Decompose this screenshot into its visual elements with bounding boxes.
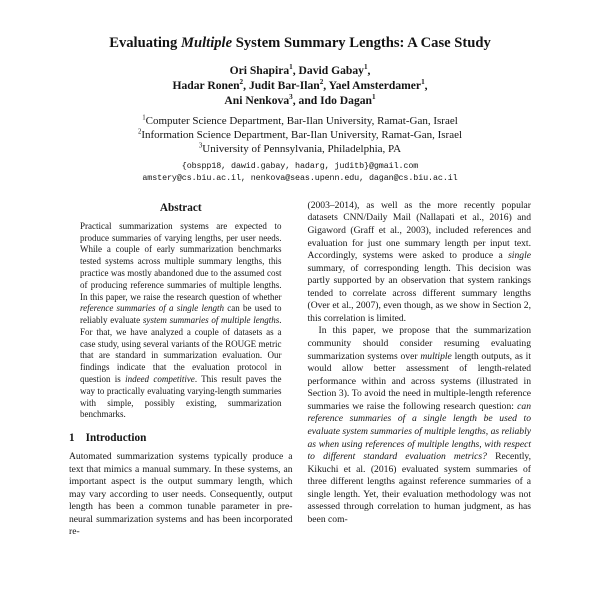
abstract-text: Practical summarization systems are expected to produce summaries of varying lengths, per user needs. While a couple of early summarization benchmarks tested systems across multiple summary lengths, this practice was mostly abandoned due to the assumed cost of producing reference summaries of multiple lengths. In this paper, we raise the research question of whether reference summaries of a single length can be used to reliably evaluate system summaries of multiple lengths. For that, we have analyzed a couple of datasets as a case study, using several variants of the ROUGE metric that are standard in summarization evaluation. Our findings indicate that the evaluation protocol in question is indeed competitive. This result paves the way to practically evaluating varying-length summaries with simple, possibly existing, summarization benchmarks. xyxy=(80,220,282,420)
section-title: Introduction xyxy=(85,432,147,445)
paper-title: Evaluating Multiple System Summary Lengths: A Case Study xyxy=(109,35,491,51)
author-line: Ani Nenkova$^3$, and Ido Dagan$^1$ xyxy=(224,93,376,108)
abstract-heading: Abstract xyxy=(159,201,202,214)
intro-paragraph: Automated summarization systems typically produce a text that mimics a manual summary. In these systems, an important aspect is the output summary length, which may vary according to user needs. Consequently, output length has been a common tunable parameter in pre-neural summarization systems and has been incorporated re- xyxy=(69,451,293,538)
right-column xyxy=(308,200,532,527)
section-number: 1 xyxy=(69,432,75,445)
email-line: amstery@cs.biu.ac.il, nenkova@seas.upenn.edu, dagan@cs.biu.ac.il xyxy=(142,173,458,184)
body-paragraph: In this paper, we propose that the summarization community should consider resuming evaluating summarization systems over multiple length outputs, as it would allow better assessment of length-related performance within and across systems (illustrated in Section 3). To avoid the need in multiple-length reference summaries we raise the following research question: can reference summaries of a single length be used to evaluate system summaries of multiple lengths, as reliably as when using references of multiple lengths, with respect to different standard evaluation metrics? Recently, Kikuchi et al. (2016) evaluated system summaries of three different lengths against reference summaries of a single length. Yet, their evaluation methodology was not assessed through correlation to human judgment, as has been com- xyxy=(307,325,532,525)
author-block xyxy=(69,63,531,108)
email-block xyxy=(69,161,531,185)
section-heading-introduction xyxy=(69,432,293,444)
author-line: Ori Shapira$^1$, David Gabay$^1$, xyxy=(229,63,371,78)
email-line: {obspp18, dawid.gabay, hadarg, juditb}@gmail.com xyxy=(181,161,419,172)
body-paragraph: (2003–2014), as well as the more recently popular datasets CNN/Daily Mail (Nallapati et al., 2016) and Gigaword (Graff et al., 2003), included references and evaluation for just one summary length per input text. Accordingly, systems were asked to produce a single summary, of corresponding length. This decision was partly supported by an observation that system rankings tended to correlate across different summary lengths (Over et al., 2007), even though, as we show in Section 2, this correlation is limited. xyxy=(307,199,531,324)
affiliation-line: $^2$Information Science Department, Bar-Ilan University, Ramat-Gan, Israel xyxy=(137,128,463,142)
author-line: Hadar Ronen$^2$, Judit Bar-Ilan$^2$, Yael Amsterdamer$^1$, xyxy=(172,78,428,93)
affiliation-line: $^1$Computer Science Department, Bar-Ilan University, Ramat-Gan, Israel xyxy=(142,114,458,128)
affiliation-line: $^3$University of Pennsylvania, Philadelphia, PA xyxy=(198,142,402,155)
left-column xyxy=(69,200,293,539)
affiliation-block xyxy=(69,115,531,156)
two-column-body xyxy=(69,200,531,539)
